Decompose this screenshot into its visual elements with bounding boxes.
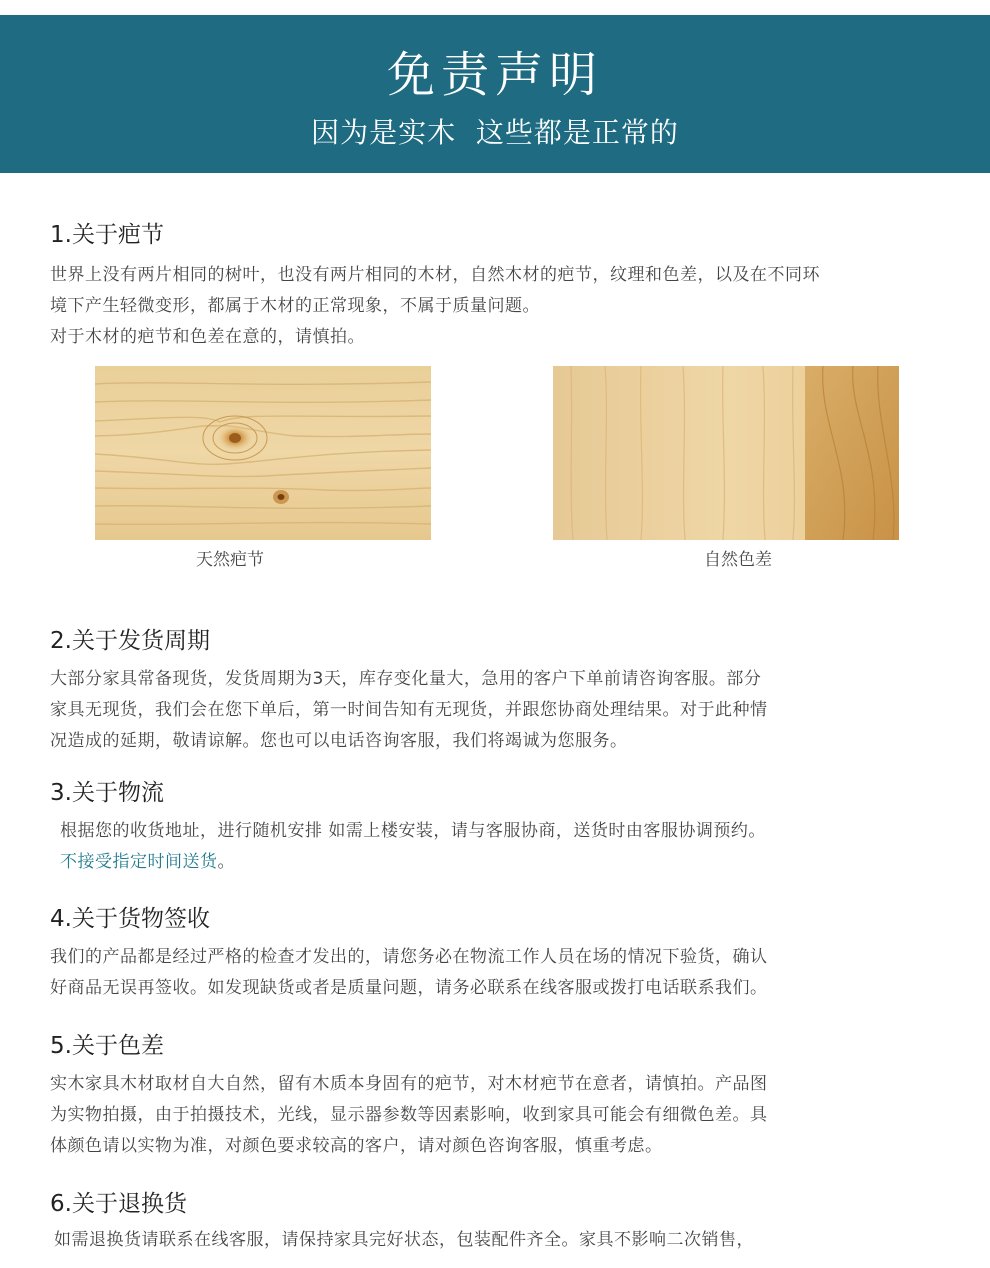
section-heading: 3.关于物流 <box>50 780 164 806</box>
wood-color-variation-photo <box>553 366 899 540</box>
highlight-suffix: 。 <box>217 852 235 872</box>
section-line: 家具无现货，我们会在您下单后，第一时间告知有无现货，并跟您协商处理结果。对于此种情 <box>50 700 768 720</box>
section-color-difference <box>50 1031 940 1162</box>
section-line: 实木家具木材取材自大自然，留有木质本身固有的疤节，对木材疤节在意者，请慎拍。产品图 <box>50 1074 768 1094</box>
section-line: 大部分家具常备现货，发货周期为3天，库存变化量大，急用的客户下单前请咨询客服。部分 <box>50 669 762 689</box>
section-returns <box>50 1189 940 1256</box>
page-title: 免责声明 <box>386 47 603 103</box>
section-line: 为实物拍摄，由于拍摄技术，光线，显示器参数等因素影响，收到家具可能会有细微色差。具 <box>50 1105 768 1125</box>
section-heading: 2.关于发货周期 <box>50 628 210 654</box>
section-line: 根据您的收货地址，进行随机安排 如需上楼安装，请与客服协商，送货时由客服协调预约。 <box>60 821 766 841</box>
highlight-text: 不接受指定时间送货 <box>60 852 218 872</box>
page-subtitle: 因为是实木 这些都是正常的 <box>311 116 679 149</box>
section-line: 体颜色请以实物为准，对颜色要求较高的客户，请对颜色咨询客服，慎重考虑。 <box>50 1136 663 1156</box>
section-line: 好商品无误再签收。如发现缺货或者是质量问题，请务必联系在线客服或拨打电话联系我们。 <box>50 978 768 998</box>
section-heading: 1.关于疤节 <box>50 222 164 248</box>
section-receipt <box>50 904 940 1004</box>
section-line: 况造成的延期，敬请谅解。您也可以电话咨询客服，我们将竭诚为您服务。 <box>50 731 628 751</box>
section-shipping-cycle <box>50 626 940 757</box>
section-line: 世界上没有两片相同的树叶，也没有两片相同的木材，自然木材的疤节，纹理和色差，以及在不同环 <box>50 265 820 285</box>
wood-knot-photo <box>95 366 431 540</box>
section-heading: 5.关于色差 <box>50 1033 164 1059</box>
section-knots <box>50 220 940 353</box>
section-line: 我们的产品都是经过严格的检查才发出的，请您务必在物流工作人员在场的情况下验货，确认 <box>50 947 768 967</box>
image-caption: 天然疤节 <box>196 550 264 570</box>
section-line: 境下产生轻微变形，都属于木材的正常现象，不属于质量问题。 <box>50 296 540 316</box>
disclaimer-banner <box>0 15 990 173</box>
section-line: 对于木材的疤节和色差在意的，请慎拍。 <box>50 327 365 347</box>
section-logistics <box>50 778 940 878</box>
image-caption: 自然色差 <box>704 550 772 570</box>
section-heading: 4.关于货物签收 <box>50 906 210 932</box>
section-line: 如需退换货请联系在线客服，请保持家具完好状态，包装配件齐全。家具不影响二次销售， <box>54 1230 754 1250</box>
section-heading: 6.关于退换货 <box>50 1191 187 1217</box>
section-line-highlight <box>50 847 940 878</box>
